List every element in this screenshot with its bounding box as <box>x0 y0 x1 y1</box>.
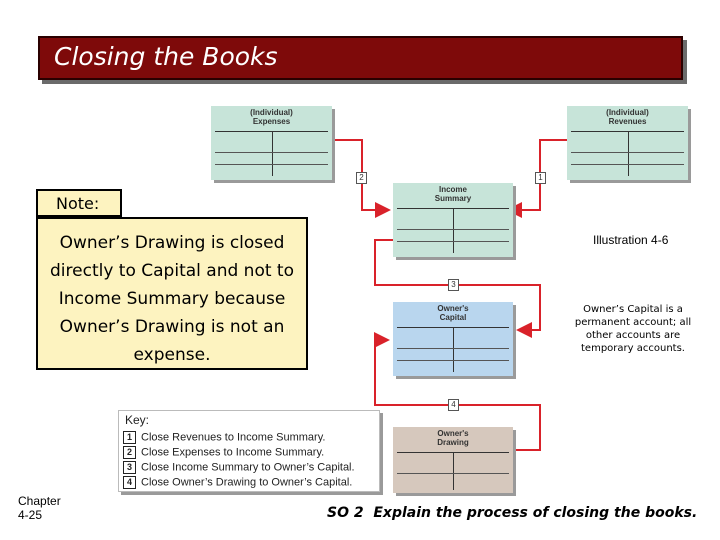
chapter-line-2: 4-25 <box>18 508 43 522</box>
key-legend <box>118 410 380 492</box>
t-account-owners-capital <box>393 302 513 376</box>
t-account-divider <box>628 131 629 176</box>
study-objective: SO 2 Explain the process of closing the books. <box>327 505 698 521</box>
key-item <box>123 461 355 475</box>
key-item-text: Close Revenues to Income Summary. <box>141 431 326 444</box>
illustration-label: Illustration 4-6 <box>593 233 669 247</box>
key-item-text: Close Expenses to Income Summary. <box>141 446 325 459</box>
note-label-box <box>36 189 122 217</box>
note-box <box>36 217 308 370</box>
t-account-rule <box>571 164 684 165</box>
note-label: Note: <box>56 194 100 213</box>
t-account-rule <box>397 473 509 474</box>
chapter-label <box>18 494 61 522</box>
step-tag-1: 1 <box>535 172 546 184</box>
step-tag-2: 2 <box>356 172 367 184</box>
t-account-revenues <box>567 106 688 180</box>
chapter-line-1: Chapter <box>18 494 61 508</box>
step-tag-3: 3 <box>448 279 459 291</box>
permanent-account-note: Owner’s Capital is a permanent account; all other accounts are temporary accounts. <box>574 304 692 354</box>
key-item <box>123 431 325 445</box>
key-item-number: 3 <box>123 461 136 474</box>
page-title: Closing the Books <box>54 42 278 71</box>
key-item <box>123 446 324 460</box>
key-item <box>123 476 352 490</box>
t-account-rule <box>397 229 509 230</box>
t-account-divider <box>453 327 454 372</box>
t-account-rule <box>571 152 684 153</box>
key-item-text: Close Income Summary to Owner’s Capital. <box>141 461 355 474</box>
t-account-rule <box>215 152 328 153</box>
t-account-income-summary <box>393 183 513 257</box>
key-item-number: 1 <box>123 431 136 444</box>
t-account-owners-drawing-label: Owner's Drawing <box>437 429 469 447</box>
key-item-text: Close Owner’s Drawing to Owner’s Capital. <box>141 476 353 489</box>
t-account-owners-capital-label: Owner's Capital <box>437 304 469 322</box>
t-account-divider <box>272 131 273 176</box>
t-account-rule <box>215 164 328 165</box>
note-body: Owner’s Drawing is closed directly to Capital and not to Income Summary because Owner’s Drawing is not an expense. <box>50 233 294 365</box>
step-tag-4: 4 <box>448 399 459 411</box>
t-account-owners-drawing <box>393 427 513 493</box>
key-item-number: 4 <box>123 476 136 489</box>
t-account-income-summary-label: Income Summary <box>434 185 472 203</box>
t-account-rule <box>397 360 509 361</box>
t-account-divider <box>453 452 454 490</box>
t-account-expenses-label: (Individual) Expenses <box>250 108 293 126</box>
t-account-rule <box>397 241 509 242</box>
t-account-revenues-label: (Individual) Revenues <box>606 108 649 126</box>
key-title: Key: <box>125 413 150 427</box>
t-account-divider <box>453 208 454 253</box>
t-account-expenses <box>211 106 332 180</box>
t-account-rule <box>397 348 509 349</box>
key-item-number: 2 <box>123 446 136 459</box>
